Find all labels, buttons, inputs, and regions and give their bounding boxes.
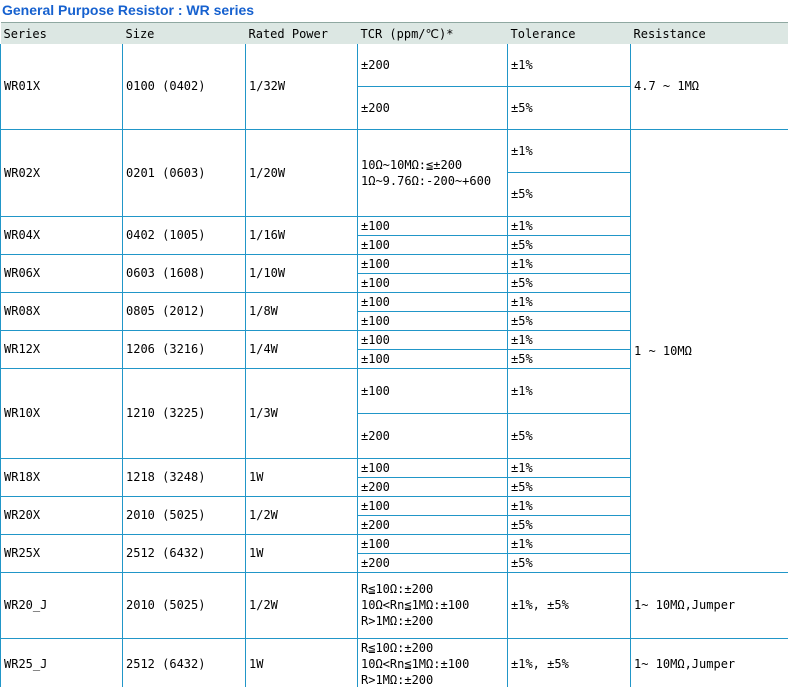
cell-size-wr06x: 0603 (1608) xyxy=(123,254,246,292)
cell-tcr-wr20x-2: ±200 xyxy=(358,515,508,534)
tcr-formula-line: R≦10Ω:±200 xyxy=(361,640,434,655)
cell-tolerance-wr02x-1: ±1% xyxy=(508,129,631,172)
cell-tolerance-wr20x-1: ±1% xyxy=(508,496,631,515)
cell-tcr-wr20x-1: ±100 xyxy=(358,496,508,515)
cell-series-wr20j: WR20_J xyxy=(1,572,123,638)
cell-power-wr18x: 1W xyxy=(246,458,358,496)
cell-size-wr18x: 1218 (3248) xyxy=(123,458,246,496)
col-header-size: Size xyxy=(123,23,246,45)
cell-tcr-wr12x-2: ±100 xyxy=(358,349,508,368)
tcr-formula-line: 10Ω<Rn≦1MΩ:±100 xyxy=(361,598,470,612)
cell-power-wr20j: 1/2W xyxy=(246,572,358,638)
cell-power-wr08x: 1/8W xyxy=(246,292,358,330)
cell-series-wr25x: WR25X xyxy=(1,534,123,572)
cell-series-wr25j: WR25_J xyxy=(1,638,123,687)
tcr-formula-line: R>1MΩ:±200 xyxy=(361,672,434,687)
cell-power-wr25j: 1W xyxy=(246,638,358,687)
cell-tolerance-wr10x-1: ±1% xyxy=(508,368,631,413)
cell-series-wr08x: WR08X xyxy=(1,292,123,330)
cell-tcr-wr12x-1: ±100 xyxy=(358,330,508,349)
cell-power-wr20x: 1/2W xyxy=(246,496,358,534)
cell-resistance-wr20j: 1~ 10MΩ,Jumper xyxy=(631,572,788,638)
cell-tolerance-wr08x-1: ±1% xyxy=(508,292,631,311)
cell-size-wr01x: 0100 (0402) xyxy=(123,44,246,129)
cell-tcr-wr08x-2: ±100 xyxy=(358,311,508,330)
cell-tcr-wr25j xyxy=(358,638,508,687)
cell-tcr-wr18x-1: ±100 xyxy=(358,458,508,477)
cell-power-wr10x: 1/3W xyxy=(246,368,358,458)
cell-resistance-wr01x: 4.7 ~ 1MΩ xyxy=(631,44,788,129)
cell-power-wr02x: 1/20W xyxy=(246,129,358,216)
table-row xyxy=(1,572,788,638)
cell-tolerance-wr25x-1: ±1% xyxy=(508,534,631,553)
cell-tcr-wr04x-1: ±100 xyxy=(358,216,508,235)
cell-tcr-wr25x-2: ±200 xyxy=(358,553,508,572)
cell-tcr-wr04x-2: ±100 xyxy=(358,235,508,254)
cell-power-wr04x: 1/16W xyxy=(246,216,358,254)
cell-tcr-wr20j xyxy=(358,572,508,638)
cell-tolerance-wr25x-2: ±5% xyxy=(508,553,631,572)
cell-series-wr12x: WR12X xyxy=(1,330,123,368)
tcr-formula-line: R≦10Ω:±200 xyxy=(361,582,434,596)
cell-series-wr04x: WR04X xyxy=(1,216,123,254)
cell-size-wr04x: 0402 (1005) xyxy=(123,216,246,254)
cell-tcr-wr18x-2: ±200 xyxy=(358,477,508,496)
cell-series-wr10x: WR10X xyxy=(1,368,123,458)
cell-tcr-wr08x-1: ±100 xyxy=(358,292,508,311)
cell-series-wr02x: WR02X xyxy=(1,129,123,216)
cell-tcr-wr10x-2: ±200 xyxy=(358,413,508,458)
tcr-formula-line: 10Ω<Rn≦1MΩ:±100 xyxy=(361,656,470,671)
table-row xyxy=(1,44,788,86)
table-row xyxy=(1,638,788,687)
cell-size-wr02x: 0201 (0603) xyxy=(123,129,246,216)
cell-tolerance-wr06x-1: ±1% xyxy=(508,254,631,273)
cell-power-wr06x: 1/10W xyxy=(246,254,358,292)
cell-tolerance-wr18x-1: ±1% xyxy=(508,458,631,477)
cell-size-wr12x: 1206 (3216) xyxy=(123,330,246,368)
cell-series-wr06x: WR06X xyxy=(1,254,123,292)
cell-power-wr01x: 1/32W xyxy=(246,44,358,129)
cell-tolerance-wr08x-2: ±5% xyxy=(508,311,631,330)
resistor-spec-table xyxy=(0,22,788,687)
cell-tolerance-wr06x-2: ±5% xyxy=(508,273,631,292)
cell-tolerance-wr10x-2: ±5% xyxy=(508,413,631,458)
cell-resistance-wr25j: 1~ 10MΩ,Jumper xyxy=(631,638,788,687)
cell-tolerance-wr20j: ±1%, ±5% xyxy=(508,572,631,638)
cell-size-wr25x: 2512 (6432) xyxy=(123,534,246,572)
cell-tolerance-wr25j: ±1%, ±5% xyxy=(508,638,631,687)
col-header-series: Series xyxy=(1,23,123,45)
cell-tcr-wr02x xyxy=(358,129,508,216)
cell-size-wr20j: 2010 (5025) xyxy=(123,572,246,638)
cell-tolerance-wr20x-2: ±5% xyxy=(508,515,631,534)
col-header-tcr: TCR (ppm/℃)* xyxy=(358,23,508,45)
cell-tolerance-wr12x-1: ±1% xyxy=(508,330,631,349)
table-row xyxy=(1,129,788,172)
cell-power-wr25x: 1W xyxy=(246,534,358,572)
cell-resistance-merged: 1 ~ 10MΩ xyxy=(631,129,788,572)
tcr-formula-line: R>1MΩ:±200 xyxy=(361,614,434,628)
cell-series-wr20x: WR20X xyxy=(1,496,123,534)
cell-tcr-wr06x-1: ±100 xyxy=(358,254,508,273)
col-header-resistance: Resistance xyxy=(631,23,788,45)
cell-size-wr20x: 2010 (5025) xyxy=(123,496,246,534)
cell-tolerance-wr04x-1: ±1% xyxy=(508,216,631,235)
cell-tcr-wr10x-1: ±100 xyxy=(358,368,508,413)
tcr-formula-line: 1Ω~9.76Ω:-200~+600 xyxy=(361,173,492,188)
tcr-formula-line: 10Ω~10MΩ:≦±200 xyxy=(361,157,463,172)
col-header-tolerance: Tolerance xyxy=(508,23,631,45)
cell-tolerance-wr01x-1: ±1% xyxy=(508,44,631,86)
cell-size-wr25j: 2512 (6432) xyxy=(123,638,246,687)
cell-size-wr08x: 0805 (2012) xyxy=(123,292,246,330)
cell-series-wr01x: WR01X xyxy=(1,44,123,129)
cell-size-wr10x: 1210 (3225) xyxy=(123,368,246,458)
col-header-rated-power: Rated Power xyxy=(246,23,358,45)
cell-tolerance-wr12x-2: ±5% xyxy=(508,349,631,368)
page-title: General Purpose Resistor : WR series xyxy=(2,2,255,18)
cell-tolerance-wr04x-2: ±5% xyxy=(508,235,631,254)
cell-power-wr12x: 1/4W xyxy=(246,330,358,368)
cell-tolerance-wr01x-2: ±5% xyxy=(508,86,631,129)
cell-series-wr18x: WR18X xyxy=(1,458,123,496)
cell-tcr-wr25x-1: ±100 xyxy=(358,534,508,553)
cell-tcr-wr01x-2: ±200 xyxy=(358,86,508,129)
cell-tolerance-wr02x-2: ±5% xyxy=(508,172,631,216)
header-row xyxy=(1,23,788,45)
cell-tcr-wr06x-2: ±100 xyxy=(358,273,508,292)
cell-tolerance-wr18x-2: ±5% xyxy=(508,477,631,496)
cell-tcr-wr01x-1: ±200 xyxy=(358,44,508,86)
